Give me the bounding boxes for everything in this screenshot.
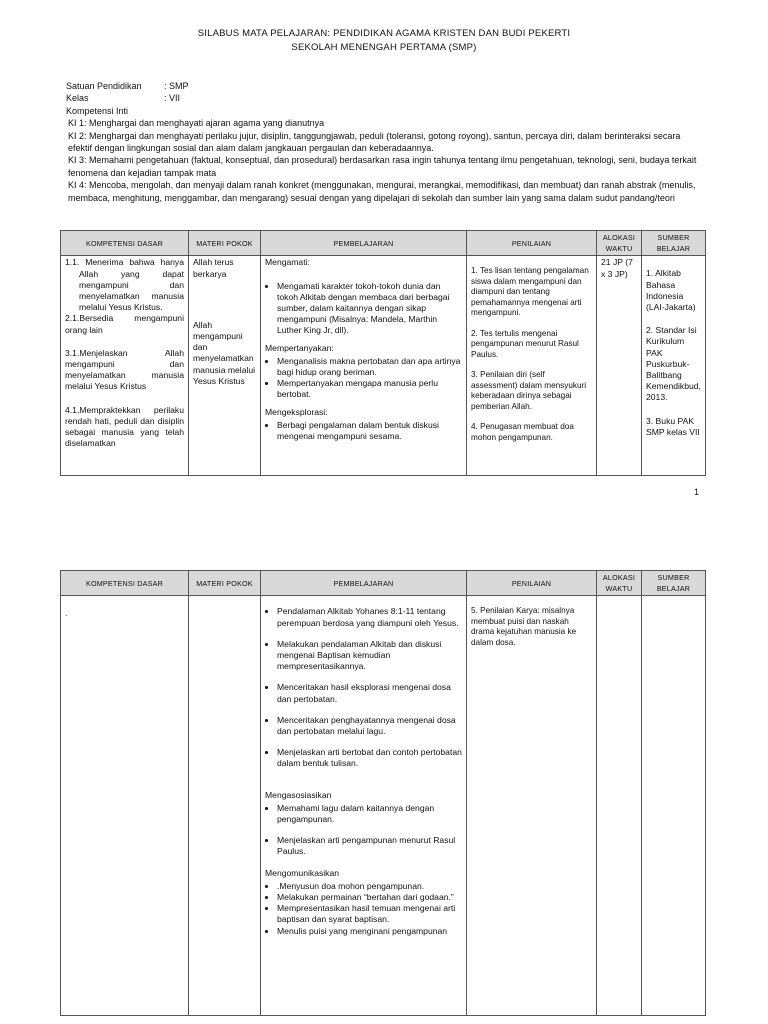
list-item: • Menganalisis makna pertobatan dan apa artinya bagi hidup orang beriman.	[277, 356, 462, 378]
list-item: • Melakukan permainan “bertahan dari godaan.”	[277, 892, 462, 903]
materi-cell	[189, 596, 261, 1016]
header-alokasi: ALOKASI WAKTU	[597, 231, 642, 256]
syllabus-title: SILABUS MATA PELAJARAN: PENDIDIKAN AGAMA KRISTEN DAN BUDI PEKERTI	[197, 28, 571, 39]
list-item: • Pendalaman Alkitab Yohanes 8:1-11 tentang perempuan berdosa yang diampuni oleh Yesus.	[277, 606, 462, 628]
list-item: • Mengamati karakter tokoh-tokoh dunia dan tokoh Alkitab dengan membaca dari berbagai sumber, dalam kaitannya dengan sikap mengampuni (Misalnya: Mandela, Marthin Luther King Jr, dll).	[277, 281, 462, 337]
header-pembelajaran: PEMBELAJARAN	[261, 571, 467, 596]
list-item: • Melakukan pendalaman Alkitab dan diskusi mengenai Baptisan kemudian mempresentasikannya.	[277, 639, 462, 673]
sumber-cell	[642, 256, 706, 476]
sumber-item: 1. Alkitab Bahasa Indonesia (LAI-Jakarta)	[646, 268, 696, 313]
list-item: • Berbagi pengalaman dalam bentuk diskusi mengenai mengampuni sesama.	[277, 420, 462, 442]
kd-item: 4.1.Mempraktekkan perilaku rendah hati, peduli dan disiplin sebagai manusia yang telah diselamatkan	[65, 404, 184, 449]
meta-block	[66, 80, 706, 204]
penilaian-item: 2. Tes tertulis mengenai pengampunan menurut Rasul Paulus.	[471, 328, 579, 359]
page-number: 1	[694, 487, 700, 497]
komunikasi-heading: Mengomunikasikan	[265, 867, 340, 878]
penilaian-item: 3. Penilaian diri (self assessment) dalam mensyukuri keberadaan dirinya sebagai pemberian Allah.	[471, 370, 587, 411]
kd-item: 3.1.Menjelaskan Allah mengampuni dan menyelamatkan manusia melalui Yesus Kristus	[65, 347, 184, 392]
table-header-row	[61, 231, 706, 256]
header-kd: KOMPETENSI DASAR	[61, 571, 189, 596]
satuan-label: Satuan Pendidikan	[66, 81, 142, 91]
table-row	[61, 256, 706, 476]
list-item: • Menceritakan penghayatannya mengenai dosa dan pertobatan melalui lagu.	[277, 715, 462, 737]
ki-1: KI 1: Menghargai dan menghayati ajaran agama yang dianutnya	[68, 118, 325, 129]
asosiasi-heading: Mengasosiasikan	[265, 789, 332, 800]
kd-cell: .	[61, 596, 189, 1016]
header-pembelajaran: PEMBELAJARAN	[261, 231, 467, 256]
penilaian-cell	[467, 256, 597, 476]
materi-pokok-2: Allah mengampuni dan menyelamatkan manusia melalui Yesus Kristus	[193, 319, 256, 386]
ki-3: KI 3: Memahami pengetahuan (faktual, konseptual, dan prosedural) berdasarkan rasa ingin tahunya tentang ilmu pengetahuan, teknologi, seni, budaya terkait fenomena dan kejadian tampak mata	[68, 155, 697, 178]
satuan-value: : SMP	[164, 81, 189, 91]
syllabus-subtitle: SEKOLAH MENENGAH PERTAMA (SMP)	[291, 42, 477, 53]
materi-pokok-1: Allah terus berkarya	[193, 257, 234, 279]
sumber-item: 2. Standar Isi Kurikulum PAK Puskurbuk-Balitbang Kemendikbud, 2013.	[646, 325, 701, 403]
kd-item: 1.1. Menerima bahwa hanya Allah yang dapat mengampuni dan menyelamatkan manusia melalui Yesus Kristus.	[65, 257, 184, 313]
materi-cell	[189, 256, 261, 476]
list-item: • Mempertanyakan mengapa manusia perlu bertobat.	[277, 378, 462, 400]
header-alokasi: ALOKASI WAKTU	[597, 571, 642, 596]
penilaian-item: 4. Penugasan membuat doa mohon pengampunan.	[471, 422, 574, 442]
list-item: • Memahami lagu dalam kaitannya dengan pengampunan.	[277, 803, 462, 825]
list-item: • Menjelaskan arti pengampunan menurut Rasul Paulus.	[277, 835, 462, 857]
header-materi: MATERI POKOK	[189, 231, 261, 256]
header-sumber: SUMBER BELAJAR	[642, 231, 706, 256]
kelas-label: Kelas	[66, 93, 89, 104]
list-item: • Mempresentasikan hasil temuan mengenai arti baptisan dan syarat baptisan.	[277, 903, 462, 925]
eksplor-heading: Mengeksplorasi:	[265, 406, 328, 417]
menanya-heading: Mempertanyakan:	[265, 342, 334, 353]
header-penilaian: PENILAIAN	[467, 231, 597, 256]
list-item: • Menjelaskan arti bertobat dan contoh pertobatan dalam bentuk tulisan.	[277, 747, 462, 769]
penilaian-item: 5. Penilaian Karya: misalnya membuat puisi dan naskah drama kejatuhan manusia ke dalam dosa.	[471, 606, 577, 647]
ki-2: KI 2: Menghargai dan menghayati perilaku jujur, disiplin, tanggungjawab, peduli (toleransi, gotong royong), santun, percaya diri, dalam berinteraksi secara efektif dengan lingkungan sosial dan alam dalam jangkauan pergaulan dan keberadaannya.	[68, 130, 681, 154]
header-materi: MATERI POKOK	[189, 571, 261, 596]
header-penilaian: PENILAIAN	[467, 571, 597, 596]
sumber-cell	[642, 596, 706, 1016]
list-item: • .Menyusun doa mohon pengampunan.	[277, 881, 462, 892]
header-kd: KOMPETENSI DASAR	[61, 231, 189, 256]
list-item: • Menceritakan hasil eksplorasi mengenai dosa dan pertobatan.	[277, 682, 462, 704]
pembelajaran-cell	[261, 596, 467, 1016]
pembelajaran-cell	[261, 256, 467, 476]
syllabus-table-1	[60, 230, 706, 476]
table-header-row	[61, 571, 706, 596]
syllabus-table-2	[60, 570, 706, 1016]
penilaian-item: 1. Tes lisan tentang pengalaman siswa dalam mengampuni dan diampuni dan tentang pemahamannya mengenai arti mengampuni.	[471, 266, 589, 318]
header-sumber: SUMBER BELAJAR	[642, 571, 706, 596]
mengamati-heading: Mengamati:	[265, 257, 310, 268]
ki-4: KI 4: Mencoba, mengolah, dan menyaji dalam ranah konkret (menggunakan, mengurai, merangkai, memodifikasi, dan membuat) dan ranah abstrak (menulis, membaca, menghitung, menggambar, dan mengarang) sesuai dengan yang dipelajari di sekolah dan sumber lain yang sama dalam sudut pandang/teori	[68, 180, 696, 203]
kd-cell	[61, 256, 189, 476]
table-row	[61, 596, 706, 1016]
sumber-item: 3. Buku PAK SMP kelas VII	[646, 415, 700, 437]
kelas-value: : VII	[164, 93, 181, 104]
list-item: • Menulis puisi yang menginani pengampunan	[277, 926, 462, 937]
penilaian-cell	[467, 596, 597, 1016]
alokasi-cell	[597, 596, 642, 1016]
kd-item: 2.1.Bersedia mengampuni orang lain	[65, 313, 184, 335]
alokasi-cell: 21 JP (7 x 3 JP)	[597, 256, 642, 476]
ki-heading: Kompetensi Inti	[66, 105, 129, 116]
